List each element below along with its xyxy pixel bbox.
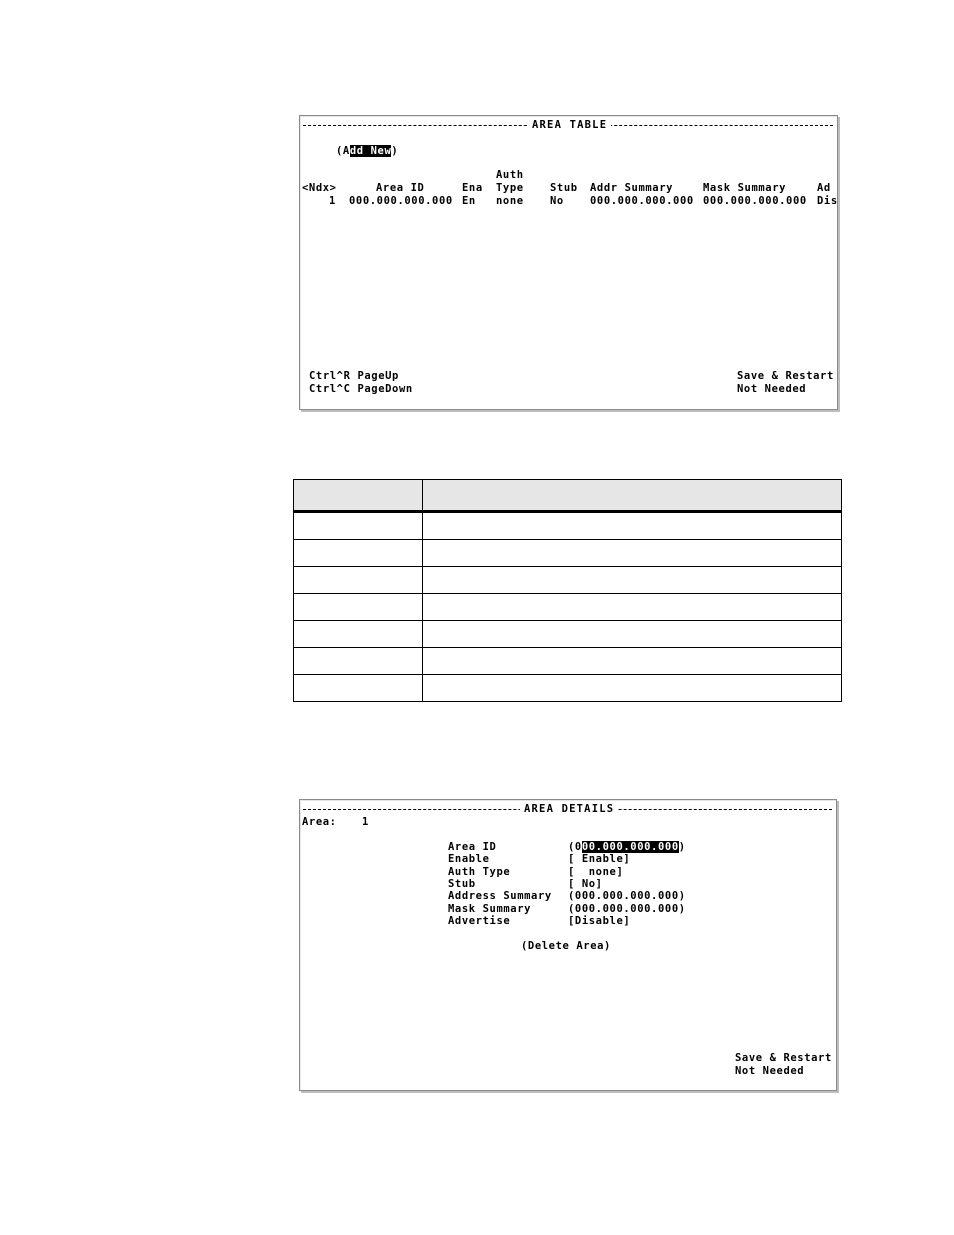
advertise-select[interactable]: [Disable] <box>568 915 631 927</box>
enable-select[interactable]: [ Enable] <box>568 853 631 865</box>
area-id-label: Area ID <box>448 841 497 853</box>
table-row-ndx[interactable]: 1 <box>329 195 336 207</box>
page-down-hint: Ctrl^C PageDown <box>309 383 413 395</box>
table-row-auth-type: none <box>496 195 524 207</box>
column-header-mask-summary: Mask Summary <box>703 182 787 194</box>
save-restart-status: Save & Restart <box>737 370 834 382</box>
table-row-area-id[interactable]: 000.000.000.000 <box>349 195 453 207</box>
stub-label: Stub <box>448 878 476 890</box>
enable-label: Enable <box>448 853 490 865</box>
table-row <box>294 621 842 648</box>
column-header-auth-type: Type <box>496 182 524 194</box>
page-up-hint: Ctrl^R PageUp <box>309 370 399 382</box>
table-cell <box>294 512 423 540</box>
table-row-mask-summary: 000.000.000.000 <box>703 195 807 207</box>
screen-title: AREA TABLE <box>528 119 611 131</box>
delete-area-button[interactable]: (Delete Area) <box>521 940 611 952</box>
table-row <box>294 675 842 702</box>
table-cell <box>294 540 423 567</box>
table-row-ad: Dis <box>817 195 838 207</box>
table-cell <box>423 567 842 594</box>
stub-select[interactable]: [ No] <box>568 878 603 890</box>
table-row <box>294 567 842 594</box>
column-header-ndx: <Ndx> <box>302 182 337 194</box>
table-header-row <box>294 480 842 512</box>
not-needed-status: Not Needed <box>735 1065 805 1077</box>
column-header-ad: Ad <box>817 182 831 194</box>
screen-title: AREA DETAILS <box>520 803 618 815</box>
auth-type-label: Auth Type <box>448 866 511 878</box>
table-cell <box>423 512 842 540</box>
address-summary-field[interactable]: (000.000.000.000) <box>568 890 686 902</box>
column-header-ena: Ena <box>462 182 483 194</box>
area-label: Area: <box>302 816 337 828</box>
column-header-addr-summary: Addr Summary <box>590 182 674 194</box>
save-restart-status: Save & Restart <box>735 1052 832 1064</box>
table-cell <box>423 621 842 648</box>
table-row <box>294 512 842 540</box>
table-row <box>294 594 842 621</box>
table-cell <box>294 594 423 621</box>
area-id-field[interactable]: (000.000.000.000) <box>568 841 686 853</box>
not-needed-status: Not Needed <box>737 383 807 395</box>
area-table-screen <box>299 115 838 410</box>
auth-type-select[interactable]: [ none] <box>568 866 624 878</box>
table-header-cell <box>294 480 423 512</box>
table-row <box>294 540 842 567</box>
table-row-stub: No <box>550 195 564 207</box>
column-header-stub: Stub <box>550 182 578 194</box>
mask-summary-field[interactable]: (000.000.000.000) <box>568 903 686 915</box>
column-header-area-id: Area ID <box>376 182 425 194</box>
table-cell <box>423 540 842 567</box>
table-cell <box>294 648 423 675</box>
area-details-screen <box>299 799 837 1091</box>
area-number: 1 <box>362 816 369 828</box>
advertise-label: Advertise <box>448 915 511 927</box>
table-cell <box>294 567 423 594</box>
table-cell <box>294 675 423 702</box>
table-cell <box>294 621 423 648</box>
table-cell <box>423 648 842 675</box>
table-cell <box>423 675 842 702</box>
table-row <box>294 648 842 675</box>
table-row-ena: En <box>462 195 476 207</box>
table-row-addr-summary: 000.000.000.000 <box>590 195 694 207</box>
mask-summary-label: Mask Summary <box>448 903 532 915</box>
address-summary-label: Address Summary <box>448 890 552 902</box>
table-header-cell <box>423 480 842 512</box>
column-header-auth: Auth <box>496 169 524 181</box>
parameter-table <box>293 479 842 702</box>
add-new-button[interactable]: (Add New) <box>336 145 399 157</box>
table-cell <box>423 594 842 621</box>
